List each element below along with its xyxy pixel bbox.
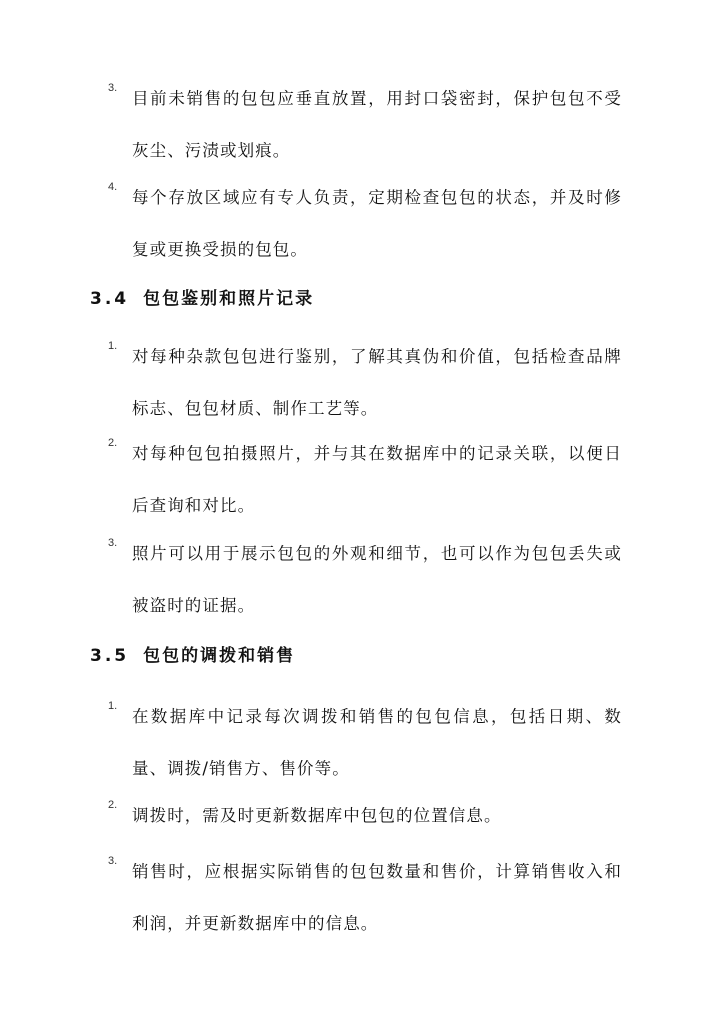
section-title: 包包鉴别和照片记录 [143,289,315,309]
section-number: 3.5 [90,646,130,666]
list-item-number: 4. [108,181,118,193]
list-item-number: 1. [108,340,118,352]
list-item-number: 2. [108,437,118,449]
list-item-number: 3. [108,537,118,549]
list-item-text: 每个存放区域应有专人负责，定期检查包包的状态，并及时修复或更换受损的包包。 [132,188,622,259]
list-item-text: 对每种包包拍摄照片，并与其在数据库中的记录关联，以便日后查询和对比。 [132,444,622,515]
section-heading-3-5 [90,641,295,671]
list-item-text: 目前未销售的包包应垂直放置，用封口袋密封，保护包包不受灰尘、污渍或划痕。 [132,89,622,160]
section-title: 包包的调拨和销售 [143,646,296,666]
list-item-number: 3. [108,82,118,94]
list-item-text: 在数据库中记录每次调拨和销售的包包信息，包括日期、数量、调拨/销售方、售价等。 [132,707,622,778]
section-heading-3-4 [90,284,314,314]
list-item-number: 3. [108,855,118,867]
list-item-number: 2. [108,799,118,811]
list-item-text: 调拨时，需及时更新数据库中包包的位置信息。 [132,806,502,825]
list-item-text: 对每种杂款包包进行鉴别，了解其真伪和价值，包括检查品牌标志、包包材质、制作工艺等。 [132,347,622,418]
list-item-text: 照片可以用于展示包包的外观和细节，也可以作为包包丢失或被盗时的证据。 [132,544,622,615]
section-number: 3.4 [90,289,130,309]
list-item-number: 1. [108,700,118,712]
list-item-text: 销售时，应根据实际销售的包包数量和售价，计算销售收入和利润，并更新数据库中的信息。 [132,862,622,933]
